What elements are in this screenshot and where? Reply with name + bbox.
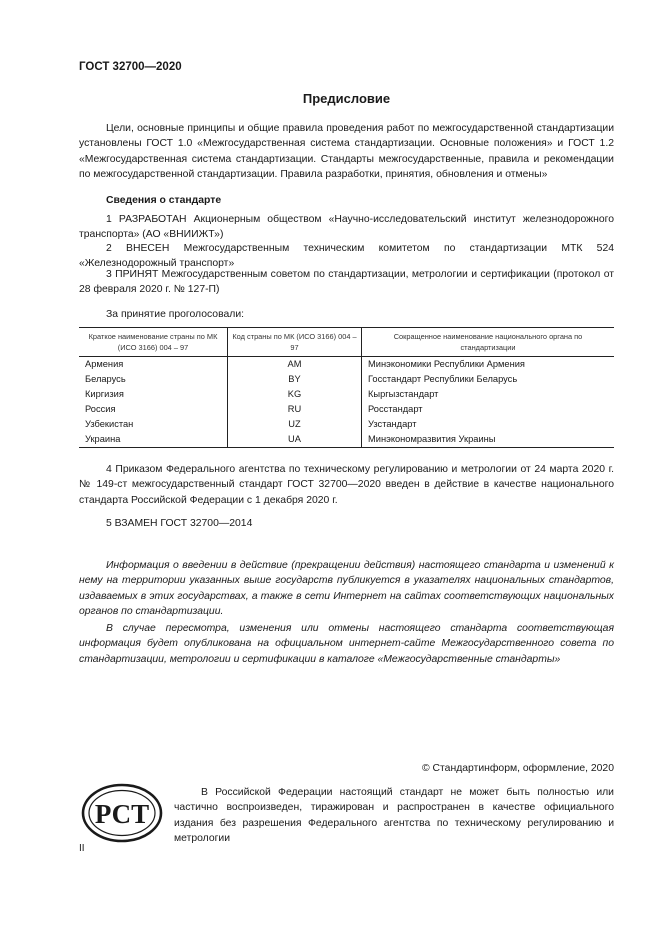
table-header-row: [79, 328, 614, 357]
info-paragraph-2: [79, 621, 614, 667]
info-paragraph-1: [79, 558, 614, 620]
item-1-text: 1 РАЗРАБОТАН Акционерным обществом «Научно-исследовательский институт железнодорожного транспорта» (АО «ВНИИЖТ»): [79, 214, 614, 241]
rst-logo-icon: [81, 783, 163, 843]
intro-text: Цели, основные принципы и общие правила проведения работ по межгосударственной стандартизации установлены ГОСТ 1.0 «Межгосударственная система стандартизации. Основные положения» и ГОСТ 1.2 «Межгосударственная система стандартизации. Стандарты межгосударственные, правила и рекомендации по межгосударственной стандартизации. Правила разработки, принятия, обновления и отмены»: [79, 123, 614, 181]
table-cell: Минэкономразвития Украины: [362, 432, 615, 448]
table-cell: RU: [228, 402, 362, 417]
table-row: [79, 417, 614, 432]
copyright: © Стандартинформ, оформление, 2020: [421, 763, 614, 774]
countries-table: [79, 327, 614, 448]
item-3: [79, 267, 614, 298]
voted-label: За принятие проголосовали:: [106, 309, 245, 320]
copyright-notice: [174, 785, 614, 847]
section-heading: Сведения о стандарте: [106, 195, 222, 206]
table-cell: Госстандарт Республики Беларусь: [362, 372, 615, 387]
page-title: Предисловие: [302, 91, 391, 106]
table-cell: Минэкономики Республики Армения: [362, 357, 615, 373]
table-cell: Беларусь: [85, 374, 126, 384]
document-header: ГОСТ 32700—2020: [79, 61, 182, 73]
table-cell: UZ: [228, 417, 362, 432]
table-row: [79, 372, 614, 387]
table-header-country: Краткое наименование страны по МК (ИСО 3166) 004 – 97: [79, 328, 228, 357]
page-number: II: [79, 843, 85, 854]
table-row: [79, 357, 614, 373]
table-header-body: Сокращенное наименование национального органа по стандартизации: [362, 328, 615, 357]
item-3-text: 3 ПРИНЯТ Межгосударственным советом по стандартизации, метрологии и сертификации (протокол от 28 февраля 2020 г. № 127-П): [79, 269, 614, 296]
item-4: [79, 462, 614, 508]
table-cell: Росстандарт: [362, 402, 615, 417]
table-row: [79, 387, 614, 402]
table-cell: Кыргызстандарт: [362, 387, 615, 402]
table-cell: Узстандарт: [362, 417, 615, 432]
table-row: [79, 402, 614, 417]
info-1-text: Информация о введении в действие (прекращении действия) настоящего стандарта и изменений к нему на территории указанных выше государств публикуется в указателях национальных стандартов, издаваемых в этих государствах, а также в сети Интернет на сайтах соответствующих национальных органов по стандартизации.: [79, 560, 614, 618]
item-4-text: 4 Приказом Федерального агентства по техническому регулированию и метрологии от 24 марта 2020 г. № 149-ст межгосударственный стандарт ГОСТ 32700—2020 введен в действие в качестве национального стандарта Российской Федерации с 1 декабря 2020 г.: [79, 464, 614, 506]
notice-text: В Российской Федерации настоящий стандарт не может быть полностью или частично воспроизведен, тиражирован и распространен в качестве официального издания без разрешения Федерального агентства по техническому регулированию и метрологии: [174, 787, 614, 845]
table-cell: UA: [228, 432, 362, 448]
table-cell: Армения: [85, 359, 124, 369]
table-header-code: Код страны по МК (ИСО 3166) 004 – 97: [228, 328, 362, 357]
table-cell: Узбекистан: [85, 419, 134, 429]
table-cell: Украина: [85, 434, 121, 444]
table-cell: AM: [228, 357, 362, 373]
table-cell: Киргизия: [85, 389, 124, 399]
table-row: [79, 432, 614, 448]
item-5: 5 ВЗАМЕН ГОСТ 32700—2014: [106, 518, 253, 529]
info-2-text: В случае пересмотра, изменения или отмены настоящего стандарта соответствующая информация будет опубликована на официальном интернет-сайте Межгосударственного совета по стандартизации, метрологии и сертификации в каталоге «Межгосударственные стандарты»: [79, 623, 614, 665]
item-2-text: 2 ВНЕСЕН Межгосударственным техническим комитетом по стандартизации МТК 524 «Железнодорожный транспорт»: [79, 243, 614, 270]
table-cell: KG: [228, 387, 362, 402]
table-cell: Россия: [85, 404, 116, 414]
intro-paragraph: [79, 121, 614, 183]
item-1: [79, 212, 614, 243]
table-cell: BY: [228, 372, 362, 387]
logo-text: РСТ: [94, 799, 150, 829]
